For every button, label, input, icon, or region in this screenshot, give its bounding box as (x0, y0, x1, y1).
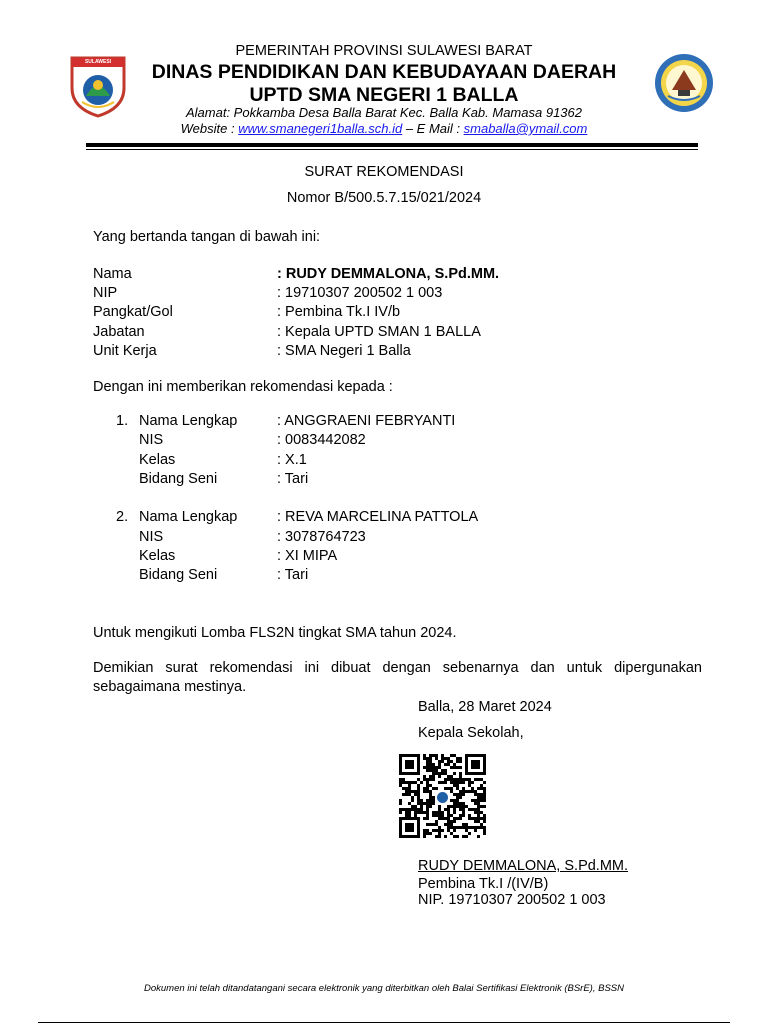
closing-line-1: Demikian surat rekomendasi ini dibuat dengan sebenarnya dan untuk dipergunakan (93, 660, 702, 676)
intro-text: Yang bertanda tangan di bawah ini: (93, 229, 321, 245)
student-number: 1. (116, 413, 129, 429)
footer-rule (38, 1022, 730, 1023)
place-date: Balla, 28 Maret 2024 (418, 699, 552, 715)
header-school: UPTD SMA NEGERI 1 BALLA (249, 84, 519, 106)
header-address: Alamat: Pokkamba Desa Balla Barat Kec. Balla Kab. Mamasa 91362 (186, 105, 582, 120)
field-value: : Tari (277, 471, 309, 487)
field-label: NIS (139, 529, 164, 545)
field-label: Nama (93, 266, 132, 282)
field-value: : 0083442082 (277, 432, 366, 448)
sign-nip: NIP. 19710307 200502 1 003 (418, 892, 606, 908)
header-rule-thick (86, 143, 698, 147)
field-label: Jabatan (93, 324, 145, 340)
purpose-text: Untuk mengikuti Lomba FLS2N tingkat SMA tahun 2024. (93, 625, 457, 641)
field-value: : Kepala UPTD SMAN 1 BALLA (277, 324, 481, 340)
field-label: Kelas (139, 548, 176, 564)
field-label: Bidang Seni (139, 567, 218, 583)
letter-number: Nomor B/500.5.7.15/021/2024 (286, 190, 482, 206)
logo-lettering: SULAWESI BARAT (84, 59, 112, 74)
sign-name: RUDY DEMMALONA, S.Pd.MM. (418, 858, 629, 874)
field-value: : 19710307 200502 1 003 (277, 285, 443, 301)
sign-rank: Pembina Tk.I /(IV/B) (418, 876, 549, 892)
field-label: Kelas (139, 452, 176, 468)
field-value: : ANGGRAENI FEBRYANTI (277, 413, 456, 429)
student-number: 2. (116, 509, 129, 525)
signer-position: Kepala Sekolah, (418, 725, 524, 741)
field-value: : RUDY DEMMALONA, S.Pd.MM. (277, 266, 500, 282)
field-value: : XI MIPA (277, 548, 338, 564)
field-value: : X.1 (277, 452, 307, 468)
field-value: : Tari (277, 567, 309, 583)
field-label: NIS (139, 432, 164, 448)
closing-line-2: sebagaimana mestinya. (93, 679, 247, 695)
letter-title: SURAT REKOMENDASI (304, 164, 464, 180)
field-label: NIP (93, 285, 118, 301)
header-department: DINAS PENDIDIKAN DAN KEBUDAYAAN DAERAH (151, 61, 617, 83)
header-government: PEMERINTAH PROVINSI SULAWESI BARAT (235, 43, 533, 59)
field-label: Nama Lengkap (139, 413, 238, 429)
email-link[interactable]: smaballa@ymail.com (463, 121, 588, 136)
header-contact (0, 120, 768, 137)
field-value: : SMA Negeri 1 Balla (277, 343, 411, 359)
field-label: Nama Lengkap (139, 509, 238, 525)
field-value: : 3078764723 (277, 529, 366, 545)
field-label: Pangkat/Gol (93, 304, 173, 320)
signature-qr-code (398, 754, 488, 838)
header-rule-thin (86, 149, 698, 150)
website-prefix: Website : (180, 121, 239, 136)
field-label: Bidang Seni (139, 471, 218, 487)
field-value: : Pembina Tk.I IV/b (277, 304, 401, 320)
field-label: Unit Kerja (93, 343, 157, 359)
email-prefix: – E Mail : (402, 121, 464, 136)
footer-note: Dokumen ini telah ditandatangani secara elektronik yang diterbitkan oleh Balai Sertifikasi Elektronik (BSrE), BSSN (144, 983, 624, 994)
field-value: : REVA MARCELINA PATTOLA (277, 509, 479, 525)
website-link[interactable]: www.smanegeri1balla.sch.id (238, 121, 403, 136)
recommend-intro: Dengan ini memberikan rekomendasi kepada : (93, 379, 393, 395)
